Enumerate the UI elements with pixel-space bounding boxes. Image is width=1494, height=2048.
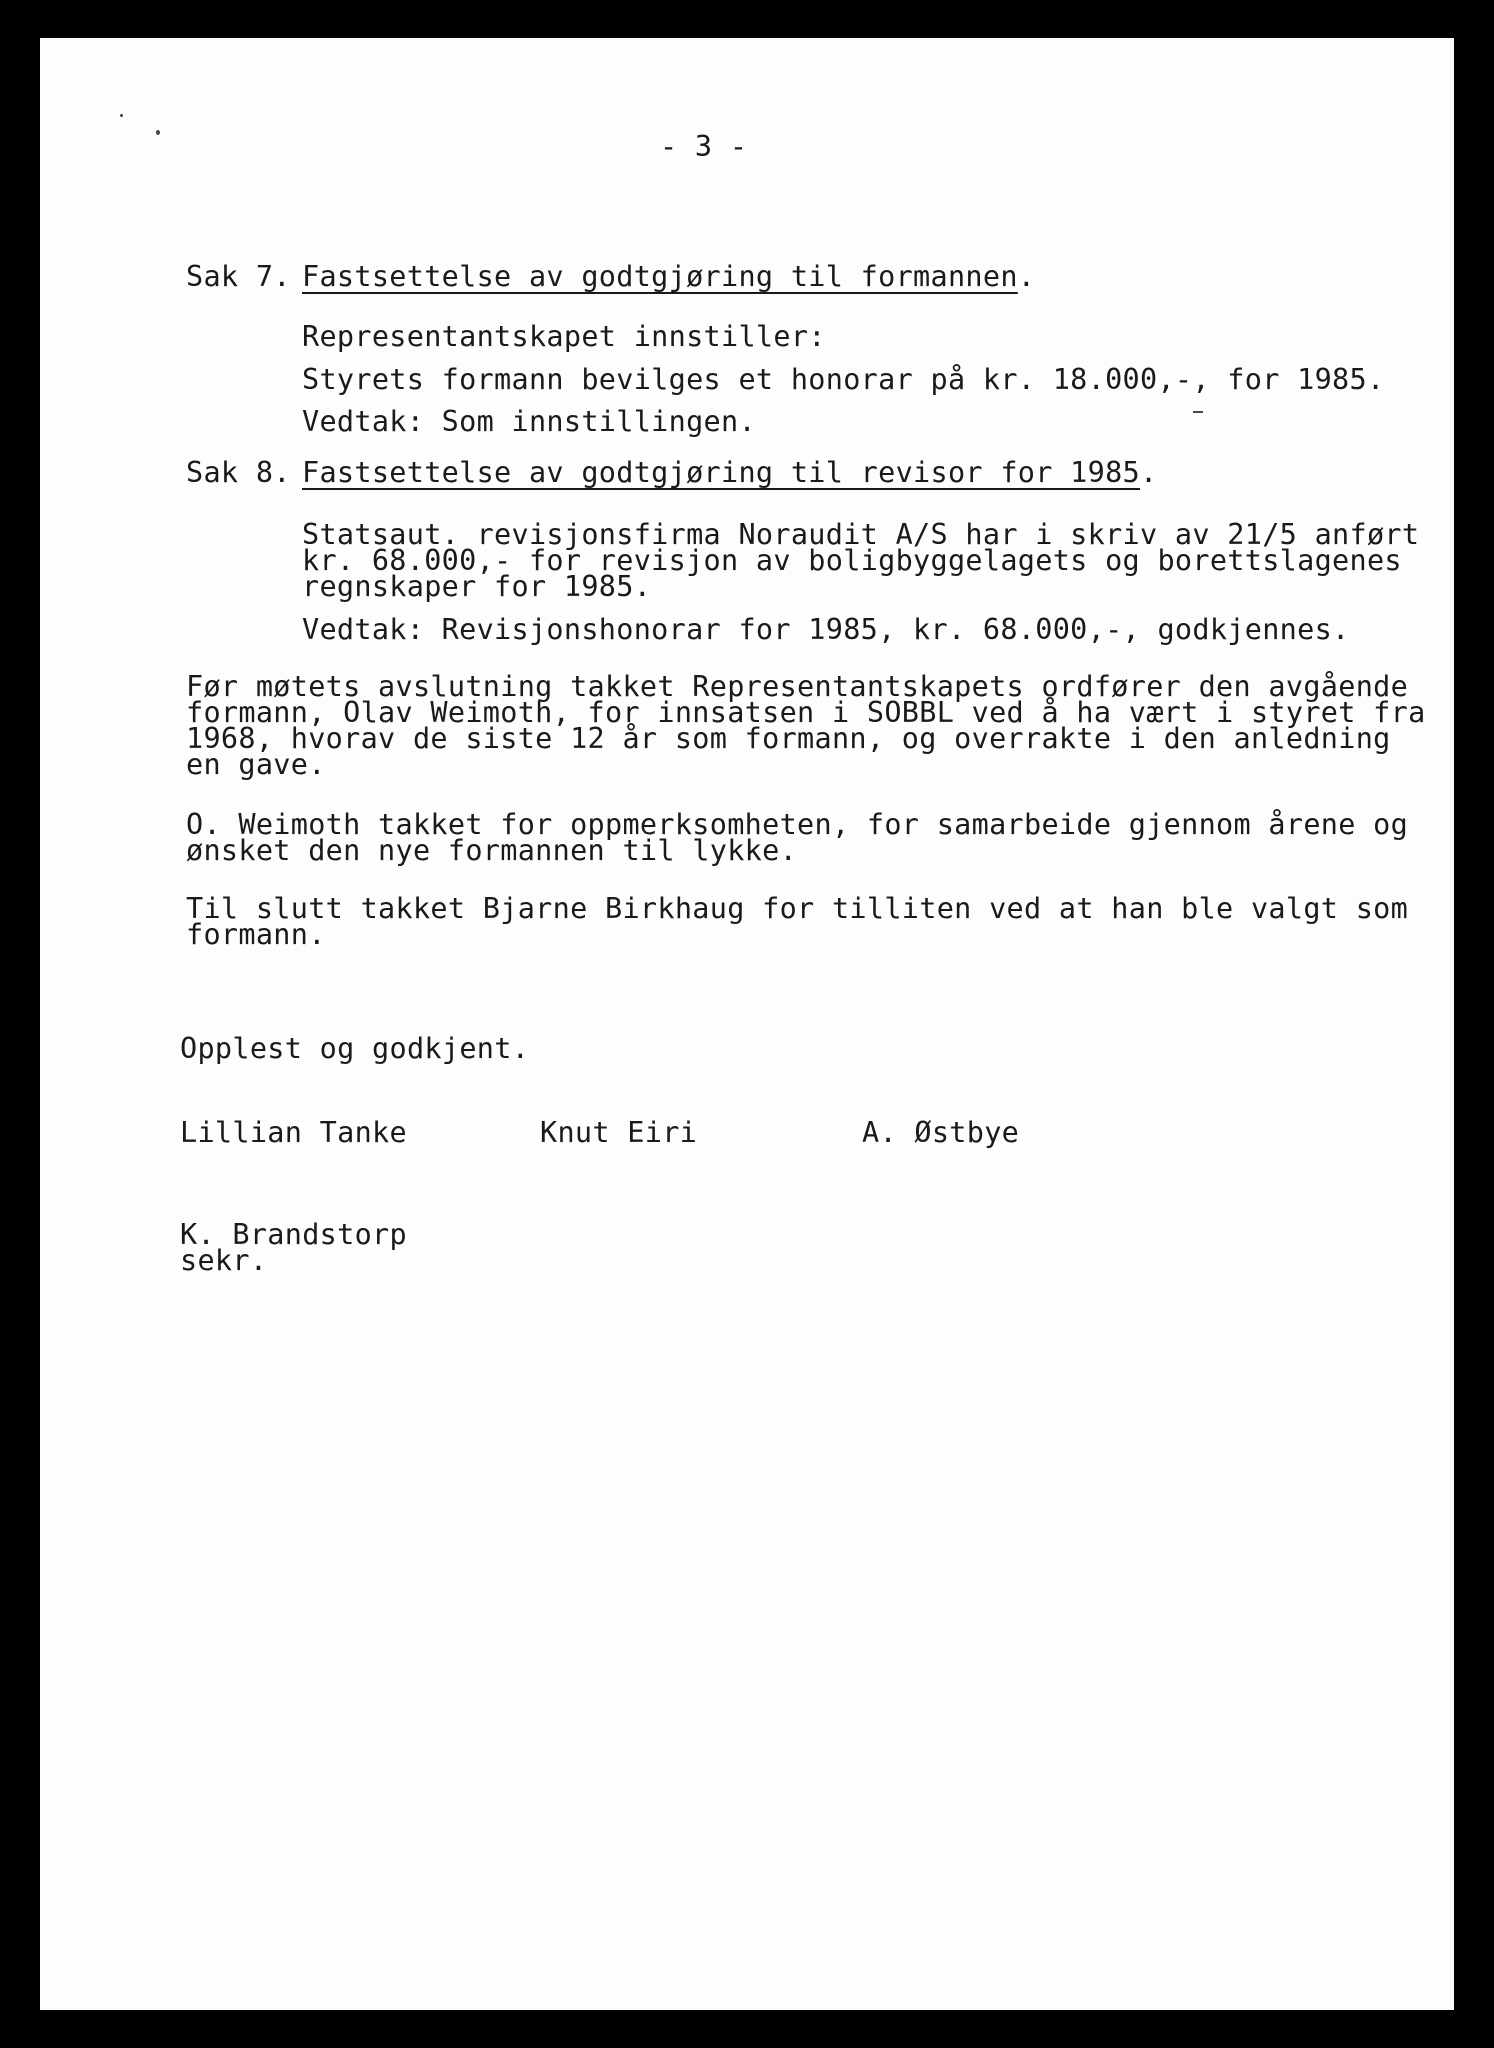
closing-paragraph — [186, 808, 1409, 867]
sak7-line: Styrets formann bevilges et honorar på kr. 18.000,-, for 1985. — [302, 363, 1385, 396]
page-number: - 3 - — [660, 130, 748, 163]
sak8-number: Sak 8. — [186, 456, 291, 489]
paragraph-line: Til slutt takket Bjarne Birkhaug for tilliten ved at han ble valgt som — [186, 892, 1409, 925]
scan-speck — [156, 130, 160, 135]
scan-speck — [120, 114, 123, 117]
sak7-line: Vedtak: Som innstillingen. — [302, 405, 756, 438]
signatory-name: Lillian Tanke — [180, 1116, 407, 1149]
closing-paragraph — [186, 670, 1426, 781]
sak7-heading — [302, 260, 1035, 293]
paragraph-line: 1968, hvorav de siste 12 år som formann, og overrakte i den anledning — [186, 722, 1391, 755]
sak8-para-line: regnskaper for 1985. — [302, 570, 652, 603]
sak7-title: Fastsettelse av godtgjøring til formannen — [302, 260, 1018, 293]
sak8-title: Fastsettelse av godtgjøring til revisor for 1985 — [302, 456, 1141, 489]
sak8-title-end: . — [1140, 456, 1158, 489]
sak7-title-end: . — [1017, 260, 1036, 293]
paragraph-line: O. Weimoth takket for oppmerksomheten, for samarbeide gjennom årene og — [186, 808, 1409, 841]
scan-speck — [1193, 411, 1203, 413]
secretary-name: K. Brandstorp — [180, 1218, 407, 1251]
paragraph-line: formann, Olav Weimoth, for innsatsen i SOBBL ved å ha vært i styret fra — [186, 696, 1426, 729]
sak7-line: Representantskapet innstiller: — [302, 320, 826, 353]
paragraph-line: ønsket den nye formannen til lykke. — [186, 834, 798, 867]
secretary-block — [180, 1218, 407, 1277]
document-page — [40, 38, 1454, 2010]
sak8-vedtak: Vedtak: Revisjonshonorar for 1985, kr. 68.000,-, godkjennes. — [302, 613, 1350, 646]
signatory-name: A. Østbye — [862, 1116, 1020, 1149]
closing-paragraph — [186, 892, 1409, 951]
sak8-paragraph — [302, 518, 1420, 603]
approval-text: Opplest og godkjent. — [180, 1032, 530, 1065]
sak8-para-line: kr. 68.000,- for revisjon av boligbyggelagets og borettslagenes — [302, 544, 1402, 577]
secretary-title: sekr. — [180, 1244, 268, 1277]
sak7-number: Sak 7. — [186, 260, 291, 293]
paragraph-line: Før møtets avslutning takket Representantskapets ordfører den avgående — [186, 670, 1409, 703]
sak8-heading — [302, 456, 1157, 489]
paragraph-line: en gave. — [186, 748, 326, 781]
signatory-name: Knut Eiri — [540, 1116, 698, 1149]
sak8-para-line: Statsaut. revisjonsfirma Noraudit A/S har i skriv av 21/5 anført — [302, 518, 1420, 551]
paragraph-line: formann. — [186, 918, 326, 951]
